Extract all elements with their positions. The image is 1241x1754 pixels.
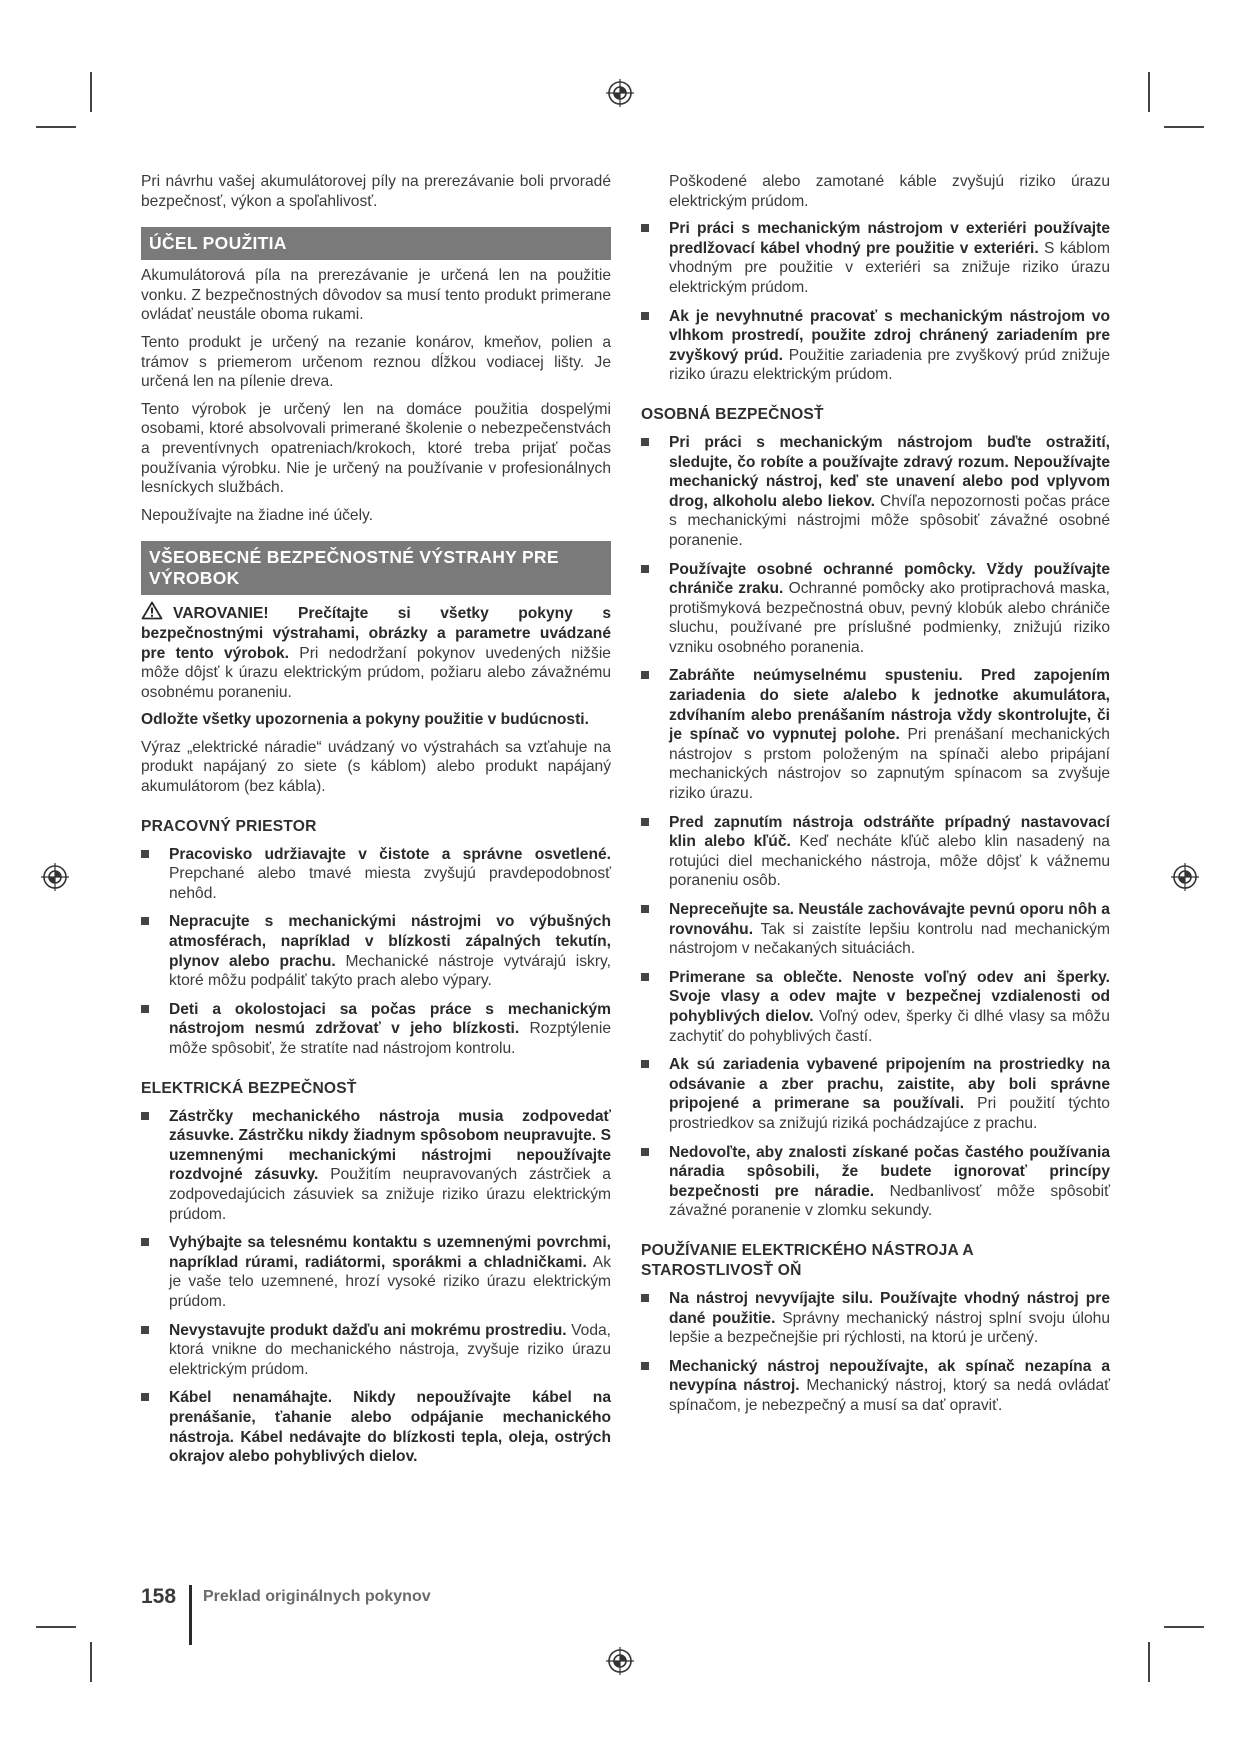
item-text: Tak si zaistíte lepšiu kontrolu nad mechanickým nástrojom v nečakaných situáciách.	[669, 920, 1110, 958]
list-item	[641, 1357, 1110, 1416]
list-item	[641, 666, 1110, 803]
crop-mark	[36, 126, 76, 128]
bullet-icon	[641, 1148, 649, 1156]
personal-safety-heading: OSOBNÁ BEZPEČNOSŤ	[641, 405, 824, 423]
footer-divider	[189, 1585, 192, 1645]
paragraph: Akumulátorová píla na prerezávanie je určená len na použitie vonku. Z bezpečnostných dôvodov sa musí tento produkt primerane ovládať neustále oboma rukami.	[141, 267, 611, 324]
list-item	[641, 900, 1110, 959]
item-bold: Primerane sa oblečte. Nenoste voľný odev ani šperky. Svoje vlasy a odev majte v bezpečnej vzdialenosti od pohyblivých dielov.	[669, 968, 1110, 1025]
bullet-icon	[641, 905, 649, 913]
item-text: Chvíľa nepozornosti počas práce s mechanickými nástrojmi môže spôsobiť závažné osobné poranenie.	[669, 492, 1110, 549]
item-bold: Ak sú zariadenia vybavené pripojením na prostriedky na odsávanie a zber prachu, zaistite, aby boli správne pripojené a primerane sa používali.	[669, 1056, 1110, 1113]
crop-mark	[1164, 126, 1204, 128]
item-bold: Mechanický nástroj nepoužívajte, ak spínač nezapína a nevypína nástroj.	[669, 1357, 1110, 1395]
tool-use-list	[641, 1289, 1110, 1416]
bullet-icon	[141, 1005, 149, 1013]
section-banner-general-safety: VŠEOBECNÉ BEZPEČNOSTNÉ VÝSTRAHY PRE VÝROBOK	[141, 541, 611, 595]
list-item	[641, 813, 1110, 891]
list-item	[141, 912, 611, 990]
list-item	[641, 1289, 1110, 1348]
work-area-heading: PRACOVNÝ PRIESTOR	[141, 817, 317, 835]
item-bold: Pri práci s mechanickým nástrojom v exteriéri používajte predlžovací kábel vhodný pre použitie v exteriéri.	[669, 220, 1110, 257]
registration-mark-icon	[606, 1647, 634, 1675]
crop-mark	[90, 1642, 92, 1682]
list-item	[641, 219, 1110, 297]
personal-safety-list	[641, 433, 1110, 1221]
crop-mark	[90, 72, 92, 112]
item-bold: Deti a okolostojaci sa počas práce s mechanickým nástrojom nesmú zdržovať v jeho blízkosti.	[169, 1000, 611, 1038]
warning-paragraph	[141, 601, 611, 702]
bullet-icon	[141, 1238, 149, 1246]
electrical-heading: ELEKTRICKÁ BEZPEČNOSŤ	[141, 1079, 357, 1097]
list-item	[641, 968, 1110, 1046]
item-bold: Pri práci s mechanickým nástrojom buďte ostražití, sledujte, čo robíte a používajte zdravý rozum. Nepoužívajte mechanický nástroj, keď ste unavení alebo pod vplyvom drog, alkoholu alebo liekov.	[669, 433, 1110, 510]
bullet-icon	[641, 1060, 649, 1068]
bullet-icon	[141, 850, 149, 858]
item-bold: Kábel nenamáhajte. Nikdy nepoužívajte kábel na prenášanie, ťahanie alebo odpájanie mechanického nástroja. Kábel nedávajte do blízkosti tepla, oleja, ostrých okrajov alebo pohyblivých dielov.	[169, 1389, 611, 1466]
item-text: Mechanický nástroj, ktorý sa nedá ovládať spínačom, je nebezpečný a musí sa dať opraviť.	[669, 1377, 1110, 1414]
item-text: Ochranné pomôcky ako protiprachová maska, protišmyková bezpečnostná obuv, pevný klobúk alebo chrániče sluchu, používané pre príslušné podmienky, znižujú riziko vzniku osobného poranenia.	[669, 580, 1110, 656]
item-text: Ak je vaše telo uzemnené, hrozí vysoké riziko úrazu elektrickým prúdom.	[169, 1253, 611, 1310]
work-area-list	[141, 845, 611, 1059]
intro-paragraph: Pri návrhu vašej akumulátorovej píly na prerezávanie boli prvoradé bezpečnosť, výkon a spoľahlivosť.	[141, 173, 611, 210]
item-text: Nedbanlivosť môže spôsobiť závažné poranenie v zlomku sekundy.	[669, 1182, 1110, 1220]
item-bold: Pred zapnutím nástroja odstráňte prípadný nastavovací klin alebo kľúč.	[669, 813, 1110, 851]
paragraph: Tento výrobok je určený len na domáce použitia dospelými osobami, ktoré absolvovali primerané školenie o nebezpečenstvách a preventívnych opatreniach/krokoch, ktoré treba prijať počas používania výrobku. Nie je určený na používanie v profesionálnych lesníckych službách.	[141, 400, 611, 497]
warning-triangle-icon	[141, 601, 163, 620]
list-item	[641, 307, 1110, 385]
item-text: Voľný odev, šperky či dlhé vlasy sa môžu zachytiť do pohyblivých častí.	[669, 1007, 1110, 1045]
electrical-list-continued	[641, 219, 1110, 385]
list-item	[141, 1107, 611, 1225]
list-item	[641, 1143, 1110, 1221]
item-bold: Nevystavujte produkt dažďu ani mokrému prostrediu.	[169, 1321, 567, 1339]
list-item	[641, 1055, 1110, 1133]
bullet-icon	[641, 438, 649, 446]
item-text: Pri použití týchto prostriedkov sa znižujú riziká pochádzajúce z prachu.	[669, 1095, 1110, 1132]
list-item	[141, 1000, 611, 1059]
warning-bold: VAROVANIE! Prečítajte si všetky pokyny s bezpečnostnými výstrahami, obrázky a parametre uvádzané pre tento výrobok.	[141, 605, 611, 662]
item-text: Použitie zariadenia pre zvyškový prúd znižuje riziko úrazu elektrickým prúdom.	[669, 346, 1110, 384]
bullet-icon	[641, 1362, 649, 1370]
bullet-icon	[141, 1326, 149, 1334]
registration-mark-icon	[1171, 863, 1199, 891]
item-bold: Ak je nevyhnutné pracovať s mechanickým nástrojom vo vlhkom prostredí, použite zdroj chránený zariadením pre zvyškový prúd.	[669, 307, 1110, 364]
list-item	[141, 1321, 611, 1380]
item-text: Mechanické nástroje vytvárajú iskry, ktoré môžu podpáliť takýto prach alebo výpary.	[169, 952, 611, 990]
item-bold: Používajte osobné ochranné pomôcky. Vždy používajte chrániče zraku.	[669, 560, 1110, 598]
list-item	[141, 1233, 611, 1311]
item-bold: Zabráňte neúmyselnému spusteniu. Pred zapojením zariadenia do siete a/alebo k jednotke akumulátora, zdvíhaním alebo prenášaním nástroja vždy skontrolujte, či je spínač vo vypnutej polohe.	[669, 667, 1110, 744]
bullet-icon	[641, 224, 649, 232]
bullet-icon	[141, 917, 149, 925]
bullet-icon	[141, 1393, 149, 1401]
bullet-icon	[641, 973, 649, 981]
item-text: Správny mechanický nástroj splní svoju úlohu lepšie a bezpečnejšie pri rýchlosti, na ktorú je určený.	[669, 1309, 1110, 1347]
item-text: Pri prenášaní mechanických nástrojov s prstom položeným na spínači alebo pripájaní mechanických nástrojov so zapnutým spínacom sa zvyšuje riziko úrazu.	[669, 726, 1110, 803]
item-bold: Nepracujte s mechanickými nástrojmi vo výbušných atmosférach, napríklad v blízkosti zápalných tekutín, plynov alebo prachu.	[169, 913, 611, 970]
crop-mark	[1148, 1642, 1150, 1682]
list-item	[141, 1388, 611, 1466]
page-number: 158	[141, 1585, 177, 1608]
item-text: Voda, ktorá vnikne do mechanického nástroja, zvyšuje riziko úrazu elektrickým prúdom.	[169, 1321, 611, 1378]
bullet-icon	[141, 1112, 149, 1120]
left-column	[141, 172, 611, 1476]
crop-mark	[36, 1626, 76, 1628]
bullet-icon	[641, 1294, 649, 1302]
item-text: Keď necháte kľúč alebo klin nasadený na rotujúci diel mechanického nástroja, môže dôjsť k vážnemu poraneniu osôb.	[669, 833, 1110, 890]
crop-mark	[1164, 1626, 1204, 1628]
item-text: S káblom vhodným pre použitie v exteriéri sa znižuje riziko úrazu elektrickým prúdom.	[669, 239, 1110, 296]
registration-mark-icon	[41, 863, 69, 891]
item-bold: Pracovisko udržiavajte v čistote a správne osvetlené.	[169, 845, 611, 863]
item-bold: Vyhýbajte sa telesnému kontaktu s uzemnenými povrchmi, napríklad rúrami, radiátormi, sporákmi a chladničkami.	[169, 1234, 611, 1271]
bullet-icon	[641, 818, 649, 826]
paragraph: Nepoužívajte na žiadne iné účely.	[141, 506, 374, 524]
section-banner-purpose: ÚČEL POUŽITIA	[141, 227, 611, 260]
footer-title: Preklad originálnych pokynov	[203, 1588, 431, 1605]
right-column	[641, 172, 1110, 1424]
registration-mark-icon	[606, 79, 634, 107]
item-bold: Nepreceňujte sa. Neustále zachovávajte pevnú oporu nôh a rovnováhu.	[669, 901, 1110, 938]
electrical-list	[141, 1107, 611, 1467]
list-item	[141, 845, 611, 904]
list-item	[641, 433, 1110, 551]
paragraph: Tento produkt je určený na rezanie konárov, kmeňov, polien a trámov s priemerom určenom reznou dĺžkou vodiacej lišty. Je určená len na pílenie dreva.	[141, 333, 611, 391]
item-bold: Na nástroj nevyvíjajte silu. Používajte vhodný nástroj pre dané použitie.	[669, 1289, 1110, 1327]
item-text: Prepchané alebo tmavé miesta zvyšujú pravdepodobnosť nehôd.	[169, 865, 611, 902]
warning-text: Pri nedodržaní pokynov uvedených nižšie môže dôjsť k úrazu elektrickým prúdom, požiaru alebo závažnému osobnému poraneniu.	[141, 644, 611, 701]
item-text: Použitím neupravovaných zástrčiek a zodpovedajúcich zásuviek sa znižuje riziko úrazu elektrickým prúdom.	[169, 1166, 611, 1223]
list-item	[641, 560, 1110, 658]
item-text: Rozptýlenie môže spôsobiť, že stratíte nad nástrojom kontrolu.	[169, 1020, 611, 1057]
bullet-icon	[641, 671, 649, 679]
bullet-icon	[641, 565, 649, 573]
paragraph: Výraz „elektrické náradie“ uvádzaný vo výstrahách sa vzťahuje na produkt napájaný zo siete (s káblom) alebo produkt napájaný akumulátorom (bez kábla).	[141, 738, 611, 796]
continued-text: Poškodené alebo zamotané káble zvyšujú riziko úrazu elektrickým prúdom.	[669, 173, 1110, 210]
crop-mark	[1148, 72, 1150, 112]
keep-instructions: Odložte všetky upozornenia a pokyny použitie v budúcnosti.	[141, 711, 589, 729]
bullet-icon	[641, 312, 649, 320]
item-bold: Zástrčky mechanického nástroja musia zodpovedať zásuvke. Zástrčku nikdy žiadnym spôsobom neupravujte. S uzemnenými mechanickými nástrojmi nepoužívajte rozdvojné zásuvky.	[169, 1107, 611, 1184]
item-bold: Nedovoľte, aby znalosti získané počas častého používania náradia spôsobili, že budete ignorovať princípy bezpečnosti pre náradie.	[669, 1143, 1110, 1200]
tool-use-heading: POUŽÍVANIE ELEKTRICKÉHO NÁSTROJA A STAROSTLIVOSŤ OŇ	[641, 1241, 974, 1279]
